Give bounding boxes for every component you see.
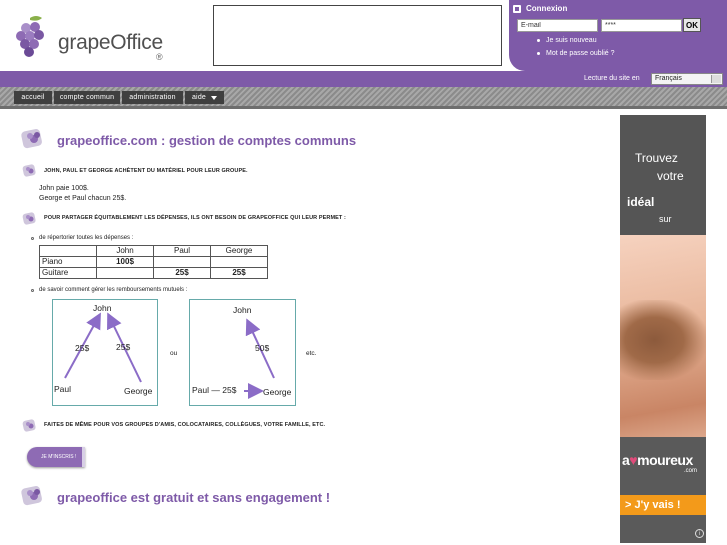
table-header-cell	[40, 246, 97, 257]
grape-bullet-icon	[22, 210, 38, 226]
table-cell: 100$	[97, 257, 154, 268]
intro-heading-3: FAITES DE MÊME POUR VOS GROUPES D'AMIS, COLOCATAIRES, COLLÈGUES, VOTRE FAMILLE, ETC.	[44, 422, 326, 428]
reimbursement-diagram-1	[52, 299, 158, 406]
login-title-label: Connexion	[526, 4, 568, 13]
registered-mark: ®	[156, 52, 163, 62]
table-cell: 25$	[211, 268, 268, 279]
intro-heading-2: POUR PARTAGER ÉQUITABLEMENT LES DÉPENSES, ILS ONT BESOIN DE GRAPEOFFICE QUI LEUR PERMET :	[44, 215, 346, 221]
list-item	[31, 287, 187, 293]
grape-section-icon	[20, 482, 46, 508]
nav-item-aide-label: aide	[191, 94, 207, 101]
list-item-label: de savoir comment gérer les remboursements mutuels :	[39, 287, 188, 293]
diagram-node-george: George	[263, 387, 292, 397]
expense-table	[39, 245, 268, 279]
banner-ad-slot[interactable]	[213, 5, 502, 66]
logo-text: grapeOffice	[58, 31, 163, 54]
dropdown-arrow-icon	[711, 75, 721, 83]
side-ad-banner[interactable]	[620, 115, 706, 543]
or-text: ou	[170, 350, 178, 357]
table-cell: Guitare	[40, 268, 97, 279]
forgot-password-link[interactable]	[537, 50, 615, 57]
signup-button[interactable]: JE M'INSCRIS !	[27, 447, 85, 467]
language-label: Lecture du site en	[584, 75, 640, 82]
new-user-link[interactable]	[537, 37, 597, 44]
language-select[interactable]	[651, 73, 723, 85]
ad-brand-a: a	[622, 452, 630, 468]
diagram-node-paul: Paul	[54, 384, 72, 394]
ad-brand-suffix: .com	[684, 468, 698, 474]
table-row	[40, 268, 268, 279]
new-user-link-label: Je suis nouveau	[546, 37, 597, 44]
diagram-amount-right: 25$	[116, 342, 131, 352]
ad-line-4: sur	[659, 214, 672, 224]
intro-heading-1: JOHN, PAUL ET GEORGE ACHÈTENT DU MATÉRIEL POUR LEUR GROUPE.	[44, 168, 248, 174]
table-header-cell: George	[211, 246, 268, 257]
table-cell	[154, 257, 211, 268]
nav-item-aide[interactable]	[185, 91, 224, 104]
list-item-label: de répertorier toutes les dépenses :	[39, 235, 134, 241]
dash-separator: —	[211, 385, 223, 395]
forgot-password-link-label: Mot de passe oublié ?	[546, 50, 615, 57]
language-bar	[0, 71, 727, 87]
diagram-node-paul-label: Paul	[192, 385, 210, 395]
ad-line-2: votre	[657, 169, 684, 183]
bullet-icon	[31, 289, 34, 292]
info-icon[interactable]: i	[695, 529, 704, 538]
table-header-cell: John	[97, 246, 154, 257]
nav-item-accueil[interactable]: accueil	[14, 91, 52, 104]
diagram-node-paul	[192, 385, 236, 395]
george-paul-payment-text: George et Paul chacun 25$.	[39, 195, 127, 202]
heart-icon: ♥	[629, 452, 638, 468]
grape-bullet-icon	[22, 162, 38, 178]
table-header-cell: Paul	[154, 246, 211, 257]
nav-bar	[0, 87, 727, 109]
bullet-icon	[537, 52, 540, 55]
john-payment-text: John paie 100$.	[39, 185, 89, 192]
bullet-icon	[31, 237, 34, 240]
diagram-node-john: John	[233, 305, 252, 315]
list-item	[31, 235, 133, 241]
ad-brand-rest: oureux	[649, 452, 693, 468]
diagram-node-george: George	[124, 386, 153, 396]
nav-shadow	[0, 106, 727, 109]
table-row	[40, 257, 268, 268]
diagram-node-john: John	[93, 303, 112, 313]
ok-button[interactable]: OK	[683, 18, 701, 32]
table-cell	[211, 257, 268, 268]
language-select-value: Français	[655, 75, 682, 82]
nav-item-compte-commun[interactable]: compte commun	[54, 91, 120, 104]
table-cell	[97, 268, 154, 279]
table-cell: Piano	[40, 257, 97, 268]
login-panel	[509, 0, 727, 71]
ad-photo-shade	[620, 300, 706, 380]
ad-line-3: idéal	[627, 195, 655, 209]
etc-text: etc.	[306, 350, 317, 357]
diagram-amount: 50$	[255, 343, 270, 353]
table-cell: 25$	[154, 268, 211, 279]
grape-logo-icon	[10, 14, 52, 60]
page-title: grapeoffice.com : gestion de comptes communs	[57, 133, 357, 148]
reimbursement-diagram-2	[189, 299, 296, 406]
bullet-icon	[537, 39, 540, 42]
ad-line-1: Trouvez	[635, 151, 678, 165]
lock-icon	[513, 5, 521, 13]
diagram-amount-left: 25$	[75, 343, 90, 353]
email-input[interactable]	[517, 19, 598, 32]
table-header-row	[40, 246, 268, 257]
password-input[interactable]	[601, 19, 682, 32]
nav-item-administration[interactable]: administration	[122, 91, 183, 104]
ad-brand-m: m	[637, 452, 650, 468]
grape-bullet-icon	[22, 417, 38, 433]
grape-section-icon	[20, 125, 46, 151]
chevron-down-icon	[211, 96, 217, 100]
grapeoffice-logo[interactable]	[10, 12, 163, 62]
ad-cta-button[interactable]: > J'y vais !	[620, 495, 706, 515]
diagram-amount-bottom: 25$	[222, 385, 237, 395]
footer-title: grapeoffice est gratuit et sans engagement !	[57, 490, 331, 505]
ad-brand-logo	[622, 452, 693, 468]
login-title	[513, 4, 567, 13]
